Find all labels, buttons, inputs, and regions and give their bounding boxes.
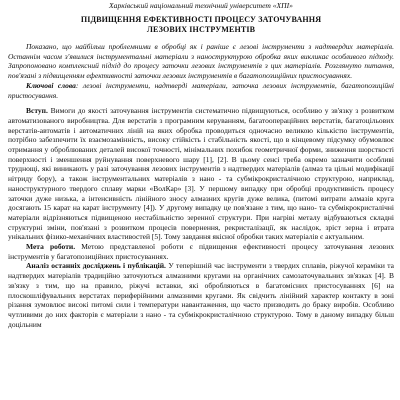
intro-text: Вимоги до якості заточування інструментів систематично підвищуються, особливо у зв'язку з розвитком автоматизованого виробництва. Для верстатів з програмним керуванням, багатоопераційних верстатів, багатоцільових верстатів-автоматів і автоматичних ліній на яких обробка проводиться одночасно великою кількістю інструментів, потрібно забезпечити їх взаємозамінність, високу стійкість і стабільність якості, що в кінцевому підсумку обумовлює отримання у оброблюваних деталей високої точності, мінімальних похибок геометричної форми, зниження шорсткості поверхності і зменшення руйнування поверхневого шару [1], [2]. В цьому сенсі треба окремо зазначити особливі труднощі, які виникають у разі заточування лезових інструментів з надтвердих матеріалів (алмаз та цільні модифікації нітриду бору), а також інструментальних матеріалів з нано - та субмікрокристалічною структурою, наприклад, нанoструктурного твердого сплаву марки «ВолКар» [3]. У першому випадку при обробці продуктивність процесу заточки дуже низька, а інтенсивність лінійного зносу алмазних кругів дуже велика, (питомі витрати алмазів круга досягають 15 карат на карат інструменту [4]). У другому випадку це пов'язане з тим, що нано- та субмікрокристалічні матеріали відрізняються підвищеною нестабільністю зеренної структури. При нагріві металу відбуваються складні структурні зміни, пов'язані з розвитком процесів повернення, рекристалізації, як наслідок, зріст зерна і втрата унікальних фізико-механічних властивостей [5]. Тому завдання якісної обробки таких матеріалів є актуальним.: [8, 106, 394, 242]
analysis-paragraph: [8, 261, 394, 329]
goal-text: Метою представленої роботи є підвищення ефективності процесу заточування лезових інструментів у багатопозиційних пристосуваннях.: [8, 242, 394, 261]
keywords-label: Ключові слова: [26, 80, 76, 90]
affiliation: Харківський національний технічний університет «ХПІ»: [109, 1, 293, 10]
analysis-heading: Аналіз останніх досліджень і публікацій.: [26, 261, 166, 271]
goal-heading: Мета роботи.: [26, 242, 76, 252]
title-line-1: ПІДВИЩЕННЯ ЕФЕКТИВНОСТІ ПРОЦЕСУ ЗАТОЧУВАННЯ: [80, 15, 322, 24]
analysis-text: У теперішній час інструменти з твердих сплавів, ріжучої кераміки та надтвердих матеріалів традиційно заточуються алмазними кругами на органічних самозаточувальних зв'язках [4]. В зв'язку з тим, що на правило, ріжучі вставки, які обробляються в багатомісних пристосуваннях [6] на плоскошліфувальних верстатах периферійними алмазними кругами. Як свідчить лінійний характер контакту в зоні різання зумовлює високі питомі сили і температури навантаження, що часто призводить до браку виробів. Особливо чутливими до них факторів є матеріали з нано - та субмікрокристалічною структурою. Тому в даному випадку більш доцільним: [8, 261, 395, 329]
keywords: [8, 81, 394, 100]
goal-paragraph: [8, 242, 394, 261]
paper-title: [8, 15, 394, 35]
abstract: Показано, що найбільш проблемними в обробці як і раніше є лезові інструменти з надтвердих матеріалів. Останнім часом з'явилися інструментальні матеріали з нанoструктурою обробка яких викликає особливого підходу. Запропоновано комплексний підхід до процесу заточки лезових інструментів з цих матеріалів. Розглянуто питання, пов'язані з підвищенням ефективності заточки лезових інструментів в багатопозиційних пристосуваннях.: [8, 42, 394, 81]
title-line-2: ЛЕЗОВИХ ІНСТРУМЕНТІВ: [146, 25, 256, 34]
paper-page: [8, 0, 394, 329]
intro-paragraph: [8, 106, 394, 242]
keywords-text: : лезові інструменти, надтверді матеріали, заточка лезових інструментів, багатопозиційні пристосування.: [8, 80, 394, 100]
intro-heading: Вступ.: [26, 106, 48, 116]
